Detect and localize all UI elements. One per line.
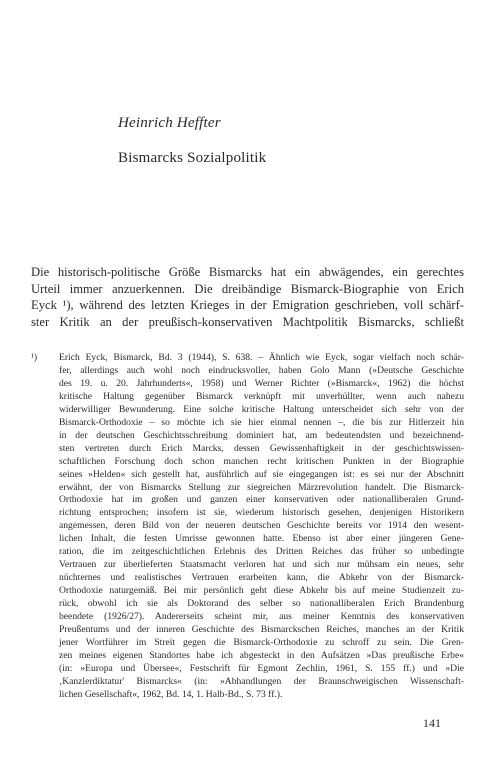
article-title: Bismarcks Sozialpolitik (118, 150, 267, 166)
page-number: 141 (423, 716, 441, 730)
footnote-line: widerwilliger Bewunderung. Eine solche kritische Haltung unterscheidet sich sehr von der (59, 403, 464, 415)
footnote-line: in der deutschen Geschichtsschreibung dominiert hat, am bedeutendsten und bezeichnend- (59, 429, 464, 441)
footnote-line: ration, die im zeitgeschichtlichen Erlebnis des Dritten Reiches das früher so unbedingte (59, 546, 464, 558)
footnote-line: beendete (1926/27). Andererseits scheint mir, aus meiner Kenntnis des konservativen (59, 611, 464, 623)
footnote-line: zen meines eigenen Standortes habe ich abgesteckt in den Aufsätzen »Das preußische Erbe« (59, 649, 464, 661)
body-line: Eyck ¹), während des letzten Krieges in der Emigration geschrieben, voll schärf- (31, 298, 464, 312)
footnote-line: kritische Haltung gegenüber Bismarck verknüpft mit unverhüllter, wenn auch nahezu (59, 390, 464, 402)
footnote-line: nüchternes und realistisches Vertrauen erarbeiten kann, die Abkehr von der Bismarck- (59, 572, 464, 584)
body-line: Urteil immer anzuerkennen. Die dreibändige Bismarck-Biographie von Erich (31, 281, 464, 296)
footnote-line: jener Wortführer im Streit gegen die Bismarck-Orthodoxie zu schroff zu sein. Die Gren- (59, 636, 464, 648)
footnote-line: sten vertreten durch Erich Marcks, dessen Gewissenhaftigkeit in der geschichtswissen- (59, 442, 464, 454)
footnote-line: Bismarck-Orthodoxie – so möchte ich sie hier einmal nennen –, die bis zur Hitlerzeit hin (59, 416, 464, 428)
footnote-line: Orthodoxie naturgemäß. Bei mir persönlich geht diese Abkehr bis auf meine Studienzeit zu- (59, 585, 464, 597)
footnote-line: des 19. u. 20. Jahrhunderts«, 1958) und Werner Richter (»Bismarck«, 1962) die höchst (59, 377, 464, 389)
footnote-line: fer, allerdings auch wohl noch eindrucksvoller, haben Golo Mann (»Deutsche Geschichte (59, 364, 464, 376)
footnote-line: (in: »Europa und Übersee«, Festschrift für Egmont Zechlin, 1961, S. 155 ff.) und »Die (59, 662, 464, 674)
footnote-line: Preußentums und der inneren Geschichte des Bismarckschen Reiches, manches an der Kritik (59, 624, 464, 636)
body-line: ster Kritik an der preußisch-konservativen Machtpolitik Bismarcks, schließt (31, 314, 464, 329)
footnote (31, 352, 464, 702)
footnote-line: lichen Gesellschaft«, 1962, Bd. 14, 1. Halb-Bd., S. 73 ff.). (59, 688, 283, 700)
author-name: Heinrich Heffter (118, 115, 221, 131)
footnote-line: erwähnt, der von Bismarcks Stellung zur siegreichen Märzrevolution handelt. Die Bismarck- (59, 481, 464, 493)
footnote-line: Vertrauen zur überlieferten Staatsmacht verloren hat und sich nur mühsam ein neues, sehr (59, 559, 464, 571)
footnote-line: schaftlichen Forschung doch schon manchen recht kritischen Punkten in der Biographie (59, 455, 464, 467)
footnote-line: Erich Eyck, Bismarck, Bd. 3 (1944), S. 638. – Ähnlich wie Eyck, sogar vielfach noch schär- (59, 352, 464, 363)
footnote-line: seines »Helden« sich gestellt hat, ausführlich auf sie eingegangen ist: es sei nur der Abschnitt (59, 468, 464, 480)
body-paragraph (31, 264, 464, 330)
footnote-first-line (31, 352, 464, 365)
footnote-line: lichen Inhalt, die festen Umrisse gewonnen hatte. Ebenso ist aber einer jüngeren Gene- (59, 533, 464, 545)
footnote-line: ‚Kanzlerdiktatur' Bismarcks« (in: »Abhandlungen der Braunschweigischen Wissenschaft- (59, 675, 464, 687)
footnote-line: angemessen, deren Bild von der neueren deutschen Geschichte bereits vor 1914 den wesent- (59, 520, 464, 532)
footnote-marker: ¹) (31, 352, 38, 363)
body-line: Die historisch-politische Größe Bismarcks hat ein abwägendes, ein gerechtes (31, 265, 464, 279)
footnote-line: Orthodoxie hat im großen und ganzen einer konservativen oder nationalliberalen Grund- (59, 494, 464, 506)
footnote-line: richtung entsprochen; insofern ist sie, wiederum historisch gesehen, denjenigen Historikern (59, 507, 464, 519)
footnote-line: rück, obwohl ich sie als Doktorand des selber so nationalliberalen Erich Brandenburg (59, 598, 464, 610)
